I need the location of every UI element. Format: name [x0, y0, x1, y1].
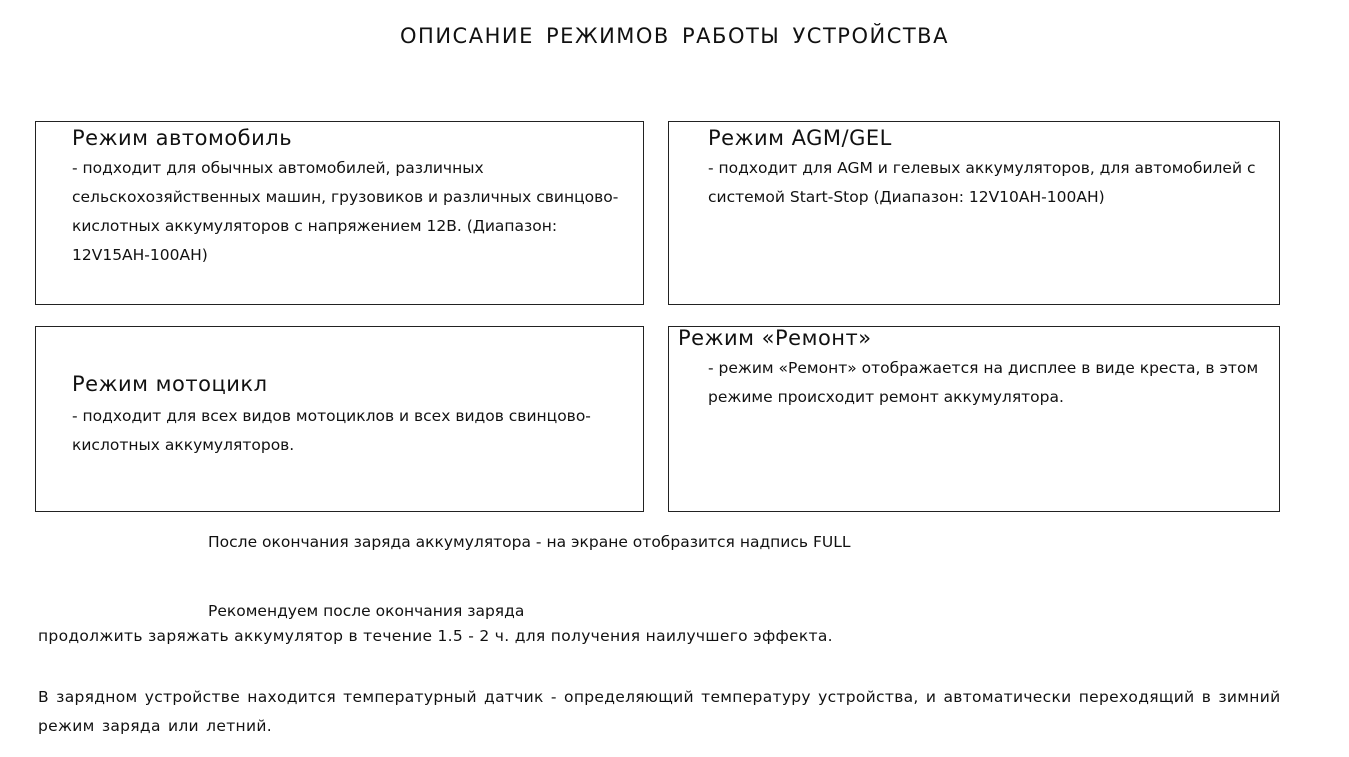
mode-title-agm-gel: Режим AGM/GEL [708, 126, 892, 150]
page-title: ОПИСАНИЕ РЕЖИМОВ РАБОТЫ УСТРОЙСТВА [400, 24, 949, 48]
note-recommendation-line-2: продолжить заряжать аккумулятор в течение 1.5 - 2 ч. для получения наилучшего эффекта. [38, 627, 833, 645]
mode-description-motorcycle: - подходит для всех видов мотоциклов и всех видов свинцово-кислотных аккумуляторов. [72, 407, 591, 454]
mode-title-car: Режим автомобиль [72, 126, 293, 150]
mode-card-car [35, 121, 644, 305]
mode-card-repair [668, 326, 1280, 512]
mode-description-agm-gel: - подходит для AGM и гелевых аккумуляторов, для автомобилей с системой Start-Stop (Диапазон: 12V10AH-100AH) [708, 159, 1256, 206]
mode-title-motorcycle: Режим мотоцикл [72, 372, 268, 396]
mode-title-repair: Режим «Ремонт» [678, 326, 872, 350]
mode-description-repair: - режим «Ремонт» отображается на дисплее в виде креста, в этом режиме происходит ремонт аккумулятора. [708, 359, 1259, 406]
mode-description-car: - подходит для обычных автомобилей, различных сельскохозяйственных машин, грузовиков и различных свинцово-кислотных аккумуляторов с напряжением 12В. (Диапазон: 12V15AH-100AH) [72, 159, 619, 264]
note-temperature-sensor: В зарядном устройстве находится температурный датчик - определяющий температуру устройства, и автоматически переходящий в зимний режим заряда или летний. [38, 688, 1281, 735]
mode-card-agm-gel [668, 121, 1280, 305]
note-full-charge: После окончания заряда аккумулятора - на экране отобразится надпись FULL [208, 533, 851, 551]
note-recommendation-line-1: Рекомендуем после окончания заряда [208, 602, 525, 620]
mode-card-motorcycle [35, 326, 644, 512]
